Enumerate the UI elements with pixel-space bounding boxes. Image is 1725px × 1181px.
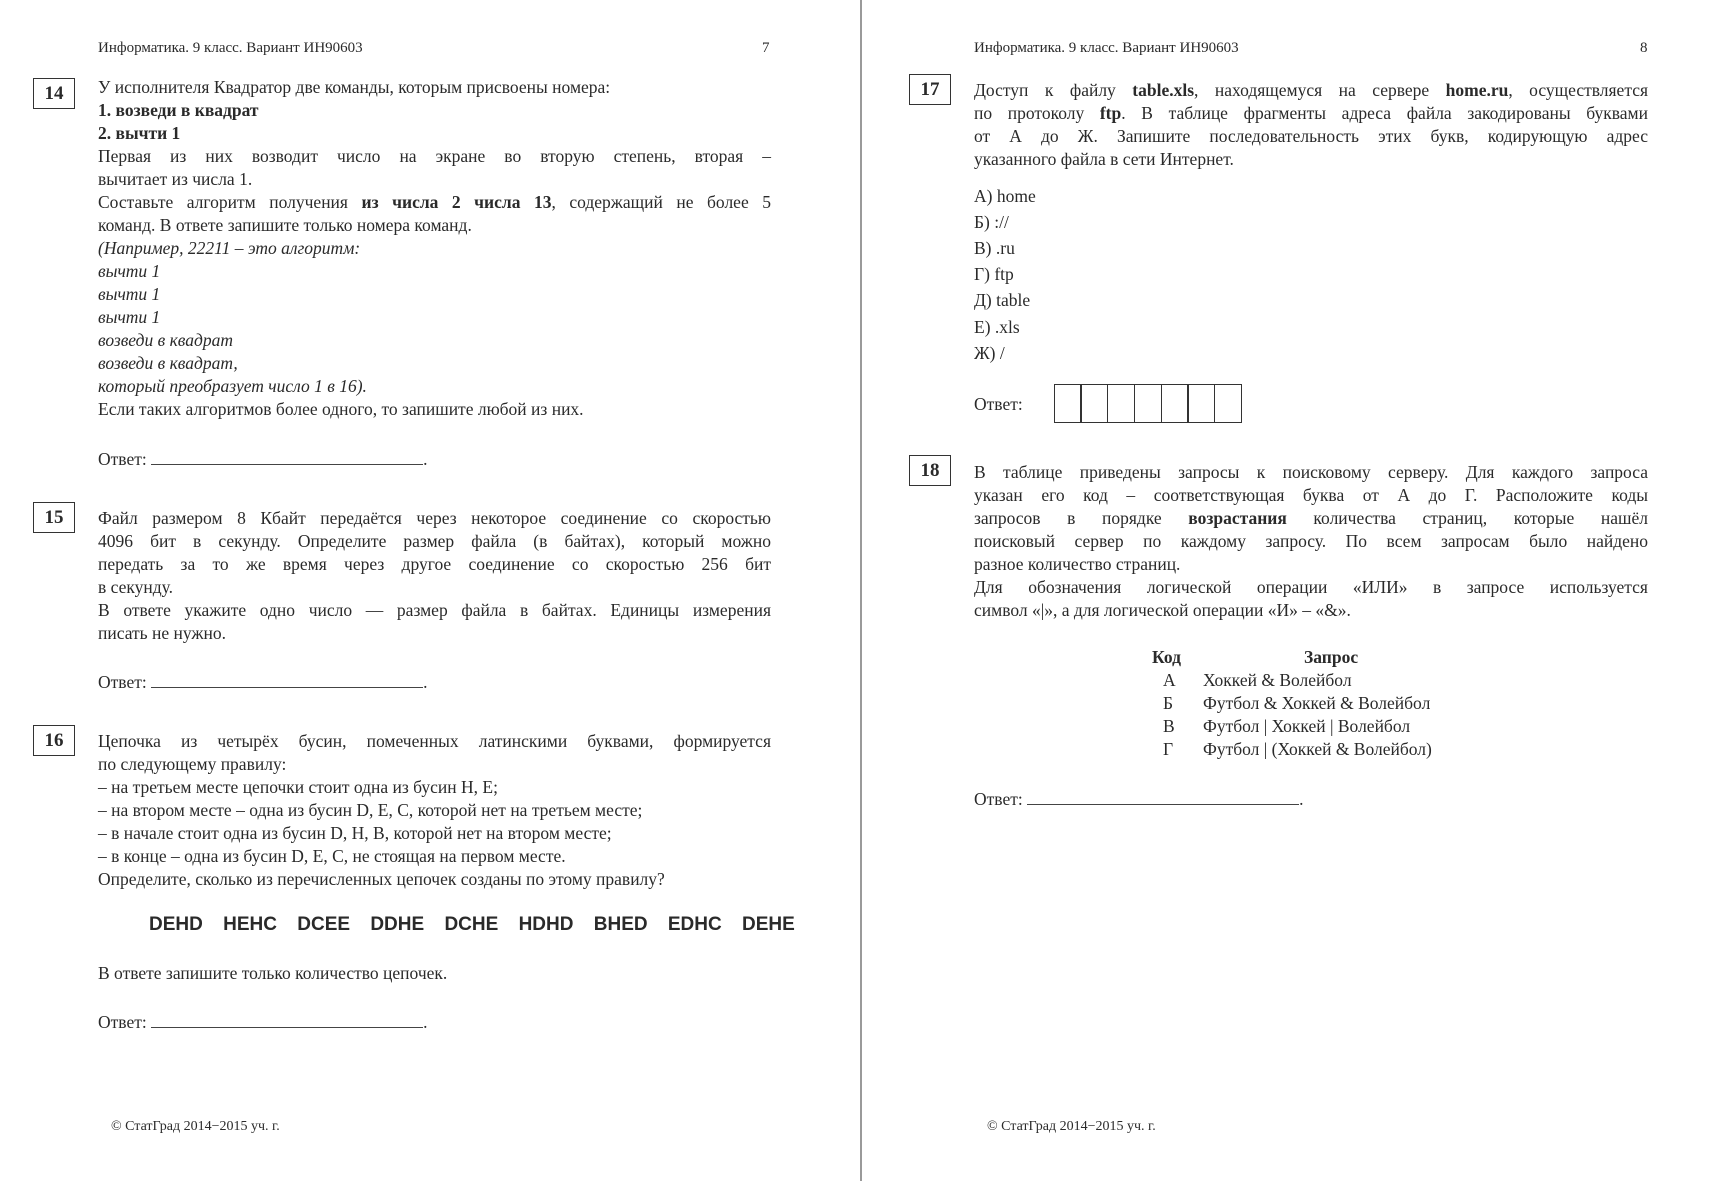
task14-command-1: 1. возведи в квадрат bbox=[98, 100, 259, 120]
task14-paragraph: команд. В ответе запишите только номера команд. bbox=[98, 215, 472, 235]
table-cell-query: Хоккей & Волейбол bbox=[1203, 670, 1352, 690]
task14-example-line: вычти 1 bbox=[98, 284, 161, 304]
task14-example-line: который преобразует число 1 в 16). bbox=[98, 376, 367, 396]
task14-paragraph: Если таких алгоритмов более одного, то запишите любой из них. bbox=[98, 399, 584, 419]
task16-paragraph: по следующему правилу: bbox=[98, 754, 287, 774]
answer-field[interactable] bbox=[1027, 786, 1299, 805]
chain: DEHE bbox=[742, 914, 795, 935]
chain: DCHE bbox=[444, 914, 499, 935]
task14-intro: У исполнителя Квадратор две команды, которым присвоены номера: bbox=[98, 77, 611, 97]
answer-field[interactable] bbox=[151, 446, 423, 465]
chain: HEHC bbox=[223, 914, 277, 935]
task16-rule: – в начале стоит одна из бусин D, H, B, которой нет на втором месте; bbox=[98, 823, 612, 843]
table-cell-code: Г bbox=[1163, 739, 1174, 759]
task16-answer: Ответ: . bbox=[98, 1009, 427, 1034]
answer-label: Ответ: bbox=[974, 394, 1023, 414]
task15-answer: Ответ: . bbox=[98, 669, 427, 694]
task14-example-line: вычти 1 bbox=[98, 307, 161, 327]
answer-box[interactable] bbox=[1107, 384, 1135, 423]
task15-paragraph: писать не нужно. bbox=[98, 623, 227, 643]
option: Г) ftp bbox=[974, 264, 1014, 284]
option: Б) :// bbox=[974, 212, 1009, 232]
task18-paragraph: разное количество страниц. bbox=[974, 554, 1181, 574]
task16-question: Определите, сколько из перечисленных цепочек созданы по этому правилу? bbox=[98, 869, 665, 889]
task-number-16: 16 bbox=[33, 725, 75, 756]
answer-label: Ответ: bbox=[98, 1012, 147, 1032]
task-number-17: 17 bbox=[909, 74, 951, 105]
chain: BHED bbox=[593, 914, 648, 935]
answer-box[interactable] bbox=[1187, 384, 1215, 423]
task16-rule: – на втором месте – одна из бусин D, E, C, которой нет на третьем месте; bbox=[98, 800, 643, 820]
task15-paragraph: 4096 бит в секунду. Определите размер файла (в байтах), который можно bbox=[98, 531, 771, 551]
page-number: 8 bbox=[1640, 40, 1648, 56]
table-cell-code: А bbox=[1163, 670, 1176, 690]
task15-paragraph: Файл размером 8 Кбайт передаётся через некоторое соединение со скоростью bbox=[98, 508, 771, 528]
task14-command-2: 2. вычти 1 bbox=[98, 123, 181, 143]
option: А) home bbox=[974, 186, 1036, 206]
page-divider bbox=[860, 0, 862, 1181]
option: Е) .xls bbox=[974, 317, 1020, 337]
task17-paragraph: указанного файла в сети Интернет. bbox=[974, 149, 1234, 169]
answer-box[interactable] bbox=[1054, 384, 1082, 423]
answer-box[interactable] bbox=[1080, 384, 1108, 423]
task17-paragraph: от А до Ж. Запишите последовательность этих букв, кодирующую адрес bbox=[974, 126, 1648, 146]
option: В) .ru bbox=[974, 238, 1015, 258]
answer-label: Ответ: bbox=[98, 672, 147, 692]
chain: DEHD bbox=[149, 914, 203, 935]
table-cell-query: Футбол | (Хоккей & Волейбол) bbox=[1203, 739, 1432, 759]
page-header: Информатика. 9 класс. Вариант ИН90603 bbox=[974, 40, 1239, 56]
right-page bbox=[863, 0, 1725, 1181]
task18-paragraph: указан его код – соответствующая буква от А до Г. Расположите коды bbox=[974, 485, 1648, 505]
answer-label: Ответ: bbox=[98, 449, 147, 469]
answer-box[interactable] bbox=[1214, 384, 1242, 423]
table-header-query: Запрос bbox=[1304, 647, 1359, 667]
chain: HDHD bbox=[518, 914, 574, 935]
task-number-15: 15 bbox=[33, 502, 75, 533]
chain: DCEE bbox=[297, 914, 351, 935]
task16-rule: – на третьем месте цепочки стоит одна из бусин H, E; bbox=[98, 777, 498, 797]
task15-paragraph: передать за то же время через другое соединение со скоростью 256 бит bbox=[98, 554, 771, 574]
answer-box[interactable] bbox=[1161, 384, 1189, 423]
chain: EDHC bbox=[667, 914, 722, 935]
task14-example-line: вычти 1 bbox=[98, 261, 161, 281]
table-cell-code: Б bbox=[1163, 693, 1174, 713]
option: Ж) / bbox=[974, 343, 1005, 363]
task16-rule: – в конце – одна из бусин D, E, C, не стоящая на первом месте. bbox=[98, 846, 566, 866]
answer-boxes bbox=[1055, 384, 1242, 423]
chain: DDHE bbox=[370, 914, 425, 935]
left-page bbox=[0, 0, 860, 1181]
task14-paragraph: Первая из них возводит число на экране во вторую степень, вторая – bbox=[98, 146, 771, 166]
task17-paragraph: по протоколу ftp. В таблице фрагменты адреса файла закодированы буквами bbox=[974, 103, 1648, 123]
option: Д) table bbox=[974, 290, 1031, 310]
task-number-14: 14 bbox=[33, 78, 75, 109]
page-footer: © СтатГрад 2014−2015 уч. г. bbox=[987, 1119, 1156, 1134]
task15-paragraph: в секунду. bbox=[98, 577, 174, 597]
task16-paragraph: Цепочка из четырёх бусин, помеченных латинскими буквами, формируется bbox=[98, 731, 771, 751]
task14-paragraph: вычитает из числа 1. bbox=[98, 169, 253, 189]
task14-answer: Ответ: . bbox=[98, 446, 427, 471]
task14-example-line: (Например, 22211 – это алгоритм: bbox=[98, 238, 361, 258]
answer-label: Ответ: bbox=[974, 789, 1023, 809]
table-cell-code: В bbox=[1163, 716, 1175, 736]
answer-box[interactable] bbox=[1134, 384, 1162, 423]
task18-paragraph: В таблице приведены запросы к поисковому серверу. Для каждого запроса bbox=[974, 462, 1648, 482]
task14-paragraph: Составьте алгоритм получения из числа 2 числа 13, содержащий не более 5 bbox=[98, 192, 771, 212]
task15-paragraph: В ответе укажите одно число — размер файла в байтах. Единицы измерения bbox=[98, 600, 771, 620]
table-cell-query: Футбол | Хоккей | Волейбол bbox=[1203, 716, 1411, 736]
table-cell-query: Футбол & Хоккей & Волейбол bbox=[1203, 693, 1431, 713]
table-header-code: Код bbox=[1152, 647, 1181, 667]
answer-field[interactable] bbox=[151, 669, 423, 688]
page-number: 7 bbox=[762, 40, 770, 56]
task-number-18: 18 bbox=[909, 455, 951, 486]
task14-example-line: возведи в квадрат, bbox=[98, 353, 238, 373]
task18-answer: Ответ: . bbox=[974, 786, 1303, 811]
answer-field[interactable] bbox=[151, 1009, 423, 1028]
page-footer: © СтатГрад 2014−2015 уч. г. bbox=[111, 1119, 280, 1134]
page-header: Информатика. 9 класс. Вариант ИН90603 bbox=[98, 40, 363, 56]
task18-paragraph: символ «|», а для логической операции «И» – «&». bbox=[974, 600, 1351, 620]
task18-paragraph: Для обозначения логической операции «ИЛИ» в запросе используется bbox=[974, 577, 1648, 597]
task16-note: В ответе запишите только количество цепочек. bbox=[98, 963, 448, 983]
task18-paragraph: поисковый сервер по каждому запросу. По всем запросам было найдено bbox=[974, 531, 1648, 551]
task17-paragraph: Доступ к файлу table.xls, находящемуся на сервере home.ru, осуществляется bbox=[974, 80, 1649, 100]
task14-example-line: возведи в квадрат bbox=[98, 330, 233, 350]
task16-chain-list bbox=[149, 914, 806, 936]
task18-paragraph: запросов в порядке возрастания количества страниц, которые нашёл bbox=[974, 508, 1648, 528]
